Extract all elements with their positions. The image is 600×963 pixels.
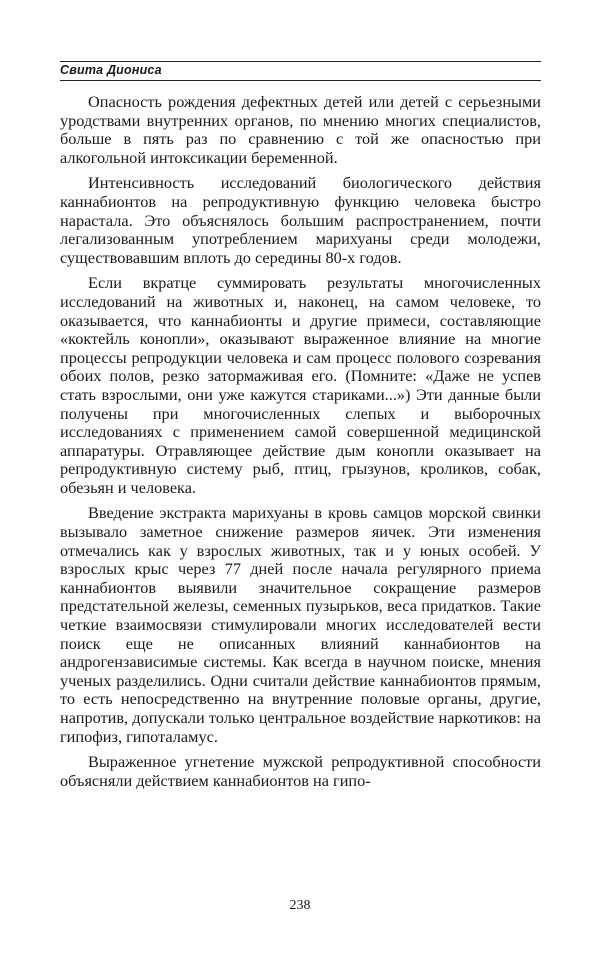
paragraph-4: Введение экстракта марихуаны в кровь самцов морской свинки вызывало заметное снижение размеров яичек. Эти изменения отмечались как у взрослых животных, так и у юных особей. У взрослых крыс через 77 дней после начала регулярного приема каннабионтов выявили значительное сокращение размеров предстательной железы, семенных пузырьков, веса придатков. Такие четкие взаимосвязи стимулировали многих исследователей вести поиск еще не описанных влияний каннабионтов на андрогензависимые системы. Как всегда в научном поиске, мнения ученых разделились. Одни считали действие каннабионтов прямым, то есть непосредственно на внутренние половые органы, другие, напротив, допускали только центральное воздействие наркотиков: на гипофиз, гипоталамус. [60, 503, 541, 746]
header-rule-bottom [60, 80, 541, 81]
paragraph-3: Если вкратце суммировать результаты многочисленных исследований на животных и, наконец, на самом человеке, то оказывается, что каннабионты и другие примеси, составляющие «коктейль конопли», оказывают выраженное влияние на многие процессы репродукции человека и сам процесс полового созревания обоих полов, резко затормаживая его. (Помните: «Даже не успев стать взрослыми, они уже кажутся стариками...») Эти данные были получены при многочисленных слепых и выборочных исследованиях с применением самой совершенной медицинской аппаратуры. Отравляющее действие дым конопли оказывает на репродуктивную систему рыб, птиц, грызунов, кроликов, собак, обезьян и человека. [60, 273, 541, 497]
body-text [60, 93, 541, 790]
paragraph-1: Опасность рождения дефектных детей или детей с серьезными уродствами внутренних органов, по мнению многих специалистов, больше в пять раз по сравнению с той же опасностью при алкогольной интоксикации беременной. [60, 92, 541, 167]
header-rule-top [60, 61, 541, 62]
page-number: 238 [289, 898, 311, 913]
paragraph-5: Выраженное угнетение мужской репродуктивной способности объясняли действием каннабионтов на гипо- [60, 752, 541, 790]
running-title: Свита Диониса [60, 63, 162, 77]
paragraph-2: Интенсивность исследований биологического действия каннабионтов на репродуктивную функцию человека быстро нарастала. Это объяснялось большим распространением, почти легализованным употреблением марихуаны среди молодежи, существовавшим вплоть до середины 80-х годов. [60, 173, 541, 267]
